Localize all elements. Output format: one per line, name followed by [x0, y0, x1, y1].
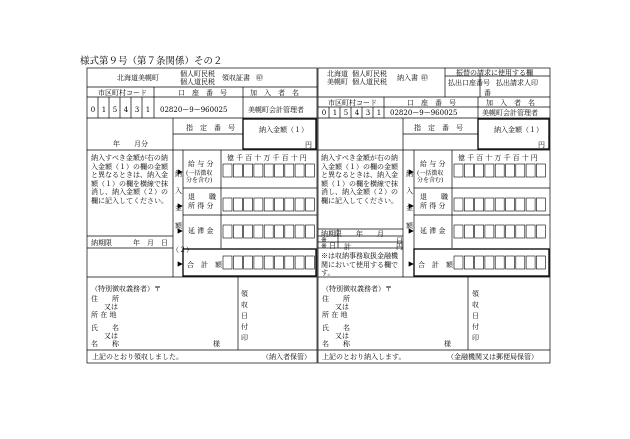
notice-name: 又は	[335, 332, 349, 340]
notice-hdr-account-no: 口 座 番 号	[407, 99, 456, 107]
receipt-city-digit: 1	[145, 106, 151, 114]
notice-nichi: 日	[329, 242, 336, 250]
notice-digit-box	[516, 256, 525, 269]
receipt-digit-box	[305, 198, 314, 211]
receipt-instruction: 納入すべき金額が右の納入金額（１）の欄の金額と異なるときは、納入金額（１）の欄を横線で抹消し、納入金額（２）の欄に記入してください。	[91, 154, 168, 205]
notice-address: 住 所	[322, 295, 350, 303]
notice-digit-box	[464, 225, 473, 238]
receipt-digit-box	[244, 256, 253, 269]
receipt-digit-box	[295, 198, 304, 211]
receipt-hdr-payee: 加 入 者 名	[250, 89, 299, 97]
receipt-digit-box	[295, 225, 304, 238]
notice-city-digit: 3	[365, 109, 371, 117]
notice-city-digit: 1	[376, 109, 382, 117]
receipt-amount-side: 納	[175, 170, 182, 178]
receipt-digit-box	[223, 198, 232, 211]
receipt-digit-box	[254, 256, 263, 269]
notice-seal-mark: ㊞	[421, 74, 428, 82]
notice-lump-sum: (一括徴収 分を含む)	[417, 170, 444, 184]
notice-digit-box	[526, 225, 535, 238]
notice-date-stamp: 領	[472, 290, 479, 298]
notice-doc-type: 納入書	[397, 74, 418, 82]
receipt-digit-box	[275, 198, 284, 211]
notice-digit-box	[536, 198, 545, 211]
notice-late-fee: 延 滞 金	[420, 227, 446, 235]
notice-yen-small: 円	[396, 243, 403, 251]
notice-issuer-line-2: 美幌町	[327, 78, 348, 86]
notice-instruction: 納入すべき金額が右の納入金額（１）の欄の金額と異なるときは、納入金額（１）の欄を横線で抹消し、納入金額（２）の欄に記入してください。	[321, 154, 398, 205]
receipt-digit-box	[264, 164, 273, 177]
receipt-footer-right: （納入者保管）	[262, 353, 311, 361]
receipt-digit-box	[305, 225, 314, 238]
receipt-date-stamp: 日	[241, 312, 248, 320]
receipt-designated-no: 指 定 番 号	[186, 124, 235, 132]
receipt-city-digit: 0	[90, 106, 96, 114]
notice-digit-box	[506, 164, 515, 177]
receipt-sama: 様	[213, 340, 220, 348]
receipt-amount-side: 入	[175, 187, 182, 195]
notice-digit-box	[454, 164, 463, 177]
notice-digit-box	[495, 198, 504, 211]
notice-digit-box	[475, 225, 484, 238]
notice-digit-box	[526, 256, 535, 269]
notice-footer-left: 上記のとおり納入します。	[322, 353, 406, 361]
notice-digit-box	[485, 164, 494, 177]
notice-yen: 円	[538, 141, 545, 149]
receipt-address: 所 在 地	[91, 311, 117, 319]
receipt-digit-box	[285, 225, 294, 238]
receipt-digit-box	[305, 164, 314, 177]
receipt-digit-box	[254, 164, 263, 177]
receipt-salary: 給 与 分	[188, 160, 214, 168]
notice-digit-box	[516, 198, 525, 211]
receipt-footer-left: 上記のとおり領収しました。	[92, 353, 183, 361]
notice-hi: 日	[396, 237, 403, 245]
receipt-digit-box	[223, 225, 232, 238]
notice-digit-box	[536, 164, 545, 177]
notice-digit-box	[464, 164, 473, 177]
notice-city-digit: 1	[332, 109, 338, 117]
receipt-digit-box	[244, 225, 253, 238]
notice-digit-box	[506, 256, 515, 269]
notice-kome-1: ※	[321, 236, 327, 244]
notice-digit-box	[495, 225, 504, 238]
notice-digit-box	[506, 198, 515, 211]
notice-payee: 美幌町会計管理者	[482, 109, 538, 117]
notice-year-month: 年 月	[356, 230, 384, 238]
notice-account-no: 02820ー9ー960025	[390, 109, 458, 117]
notice-tax-line-2: 個人道民税	[352, 78, 387, 86]
receipt-digit-box	[233, 164, 242, 177]
receipt-collector: （特別徴収義務者）〒	[91, 285, 161, 293]
receipt-payee: 美幌町会計管理者	[248, 106, 304, 114]
notice-hdr-city-code: 市区町村コード	[328, 99, 377, 107]
receipt-digit-box	[244, 164, 253, 177]
receipt-amount-side: （２）	[172, 246, 193, 254]
notice-digit-box	[516, 164, 525, 177]
receipt-total: 合 計 額	[187, 261, 222, 269]
receipt-deadline: 納期限 年 月 日	[91, 239, 168, 247]
receipt-yen: 円	[305, 141, 312, 149]
receipt-digit-units: 億千百十万千百十円	[227, 154, 309, 162]
receipt-hdr-city-code: 市区町村コード	[98, 89, 147, 97]
receipt-account-no: 02820ー9ー960025	[160, 106, 228, 114]
notice-digit-box	[464, 198, 473, 211]
notice-total: 合 計 額	[418, 261, 453, 269]
notice-digit-box	[475, 256, 484, 269]
receipt-city-digit: 3	[134, 106, 140, 114]
notice-name: 名 称	[322, 340, 350, 348]
notice-hdr-payee: 加 入 者 名	[486, 99, 535, 107]
receipt-digit-box	[305, 256, 314, 269]
receipt-date-stamp: 領	[241, 290, 248, 298]
notice-retirement: 退 職 所 得 分	[420, 193, 448, 210]
notice-digit-box	[516, 225, 525, 238]
notice-amount-side: 入	[406, 187, 413, 195]
notice-transfer-header: 振替の請求に使用する欄	[456, 69, 533, 77]
receipt-name: 氏 名	[91, 324, 119, 332]
notice-amount-side: 額	[406, 222, 413, 230]
notice-digit-box	[506, 225, 515, 238]
receipt-digit-box	[285, 198, 294, 211]
notice-collector: （特別徴収義務者）〒	[322, 285, 392, 293]
receipt-year-month: 年 月分	[113, 140, 148, 148]
receipt-digit-box	[275, 164, 284, 177]
notice-designated-no: 指 定 番 号	[414, 124, 463, 132]
form-title: 様式第９号（第７条関係）その２	[80, 56, 223, 67]
notice-kei: 計	[344, 243, 351, 251]
receipt-hdr-account-no: 口 座 番 号	[178, 89, 227, 97]
receipt-digit-box	[223, 164, 232, 177]
receipt-date-stamp: 印	[241, 334, 248, 342]
receipt-city-digit: 5	[112, 106, 118, 114]
notice-digit-box	[454, 198, 463, 211]
receipt-digit-box	[295, 256, 304, 269]
notice-transfer-ban: 番	[484, 89, 491, 97]
receipt-digit-box	[295, 164, 304, 177]
notice-date-stamp: 印	[472, 334, 479, 342]
receipt-digit-box	[254, 225, 263, 238]
receipt-tax-line-1: 個人町民税	[180, 70, 215, 78]
notice-amount-side: 納	[406, 170, 413, 178]
receipt-date-stamp: 収	[241, 301, 248, 309]
receipt-doc-type: 領収証書	[222, 74, 250, 82]
notice-sama: 様	[444, 340, 451, 348]
receipt-digit-box	[233, 256, 242, 269]
receipt-tax-line-2: 個人道民税	[180, 78, 215, 86]
receipt-digit-box	[285, 256, 294, 269]
receipt-digit-box	[264, 198, 273, 211]
notice-date-stamp: 付	[472, 323, 479, 331]
receipt-payment-amount-label: 納入金額（１）	[259, 126, 308, 134]
receipt-city-digit: 4	[123, 106, 129, 114]
notice-digit-box	[495, 256, 504, 269]
notice-city-digit: 4	[354, 109, 360, 117]
notice-bank-note: ※は収納事務取扱金融機関において使用する欄です。	[321, 252, 398, 278]
notice-kome-2: ※	[321, 242, 327, 250]
notice-date-stamp: 日	[472, 312, 479, 320]
receipt-amount-side: 額	[175, 222, 182, 230]
receipt-city-digit: 1	[101, 106, 107, 114]
notice-date-stamp: 収	[472, 301, 479, 309]
notice-transfer-col2: 払出請求人印	[496, 79, 538, 87]
notice-tax-line-1: 個人町民税	[352, 70, 387, 78]
receipt-seal-mark: ㊞	[256, 74, 263, 82]
notice-digit-box	[454, 225, 463, 238]
receipt-digit-box	[275, 256, 284, 269]
receipt-digit-box	[254, 198, 263, 211]
notice-digit-box	[485, 198, 494, 211]
notice-digit-box	[536, 256, 545, 269]
notice-digit-box	[454, 256, 463, 269]
receipt-digit-box	[264, 225, 273, 238]
receipt-digit-box	[264, 256, 273, 269]
notice-address: 又は	[335, 303, 349, 311]
receipt-retirement: 退 職 所 得 分	[188, 193, 216, 210]
notice-digit-box	[485, 256, 494, 269]
receipt-digit-box	[285, 164, 294, 177]
notice-digit-box	[526, 164, 535, 177]
receipt-late-fee: 延 滞 金	[188, 227, 214, 235]
receipt-date-stamp: 付	[241, 323, 248, 331]
receipt-digit-box	[233, 198, 242, 211]
notice-digit-box	[464, 256, 473, 269]
receipt-lump-sum: (一括徴収 分を含む)	[186, 170, 213, 184]
notice-transfer-col1: 払出口座番号	[448, 79, 490, 87]
receipt-name: 又は	[104, 332, 118, 340]
notice-digit-box	[536, 225, 545, 238]
notice-digit-box	[526, 198, 535, 211]
notice-issuer-line-1: 北海道	[327, 70, 348, 78]
notice-digit-box	[495, 164, 504, 177]
receipt-digit-box	[223, 256, 232, 269]
receipt-address: 又は	[104, 303, 118, 311]
notice-payment-amount-label: 納入金額（１）	[494, 126, 543, 134]
receipt-amount-side: 金	[175, 204, 182, 212]
notice-name: 氏 名	[322, 324, 350, 332]
notice-salary: 給 与 分	[420, 160, 446, 168]
notice-address: 所 在 地	[322, 311, 348, 319]
receipt-digit-box	[233, 225, 242, 238]
notice-city-digit: 5	[343, 109, 349, 117]
notice-deadline: 納期限	[321, 230, 342, 238]
notice-digit-box	[475, 198, 484, 211]
receipt-digit-box	[244, 198, 253, 211]
notice-digit-box	[485, 225, 494, 238]
notice-city-digit: 0	[321, 109, 327, 117]
receipt-address: 住 所	[91, 295, 119, 303]
receipt-name: 名 称	[91, 340, 119, 348]
receipt-issuer-town: 北海道美幌町	[117, 74, 159, 82]
notice-digit-units: 億千百十万千百十円	[458, 154, 540, 162]
notice-digit-box	[475, 164, 484, 177]
receipt-digit-box	[275, 225, 284, 238]
notice-footer-right: （金融機関又は郵便局保管）	[447, 353, 538, 361]
notice-amount-side: 金	[406, 204, 413, 212]
